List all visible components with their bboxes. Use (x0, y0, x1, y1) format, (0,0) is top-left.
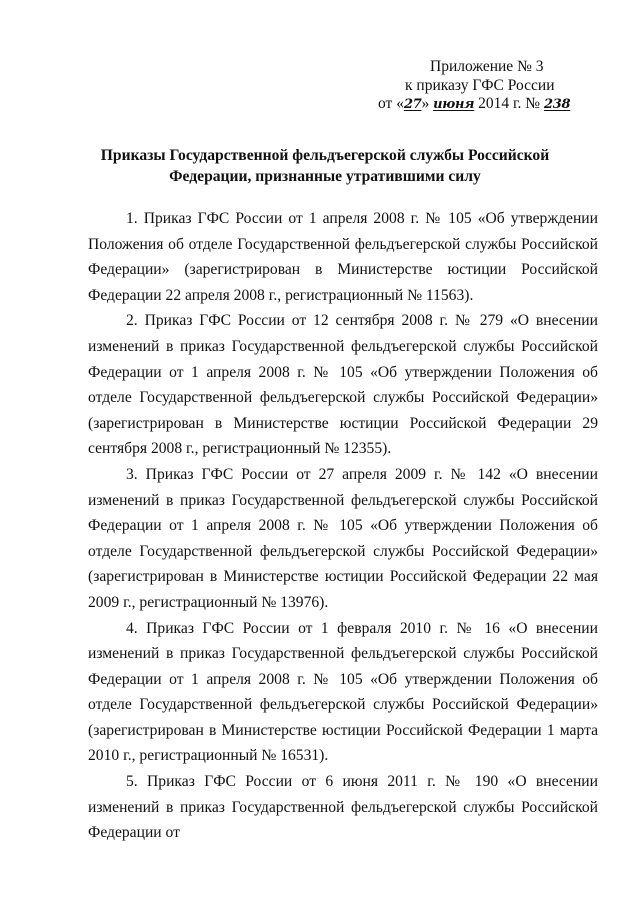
list-item-2: 2. Приказ ГФС России от 12 сентября 2008 г. № 279 «О внесении изменений в приказ Государственной фельдъегерской службы Российской Федерации от 1 апреля 2008 г. № 105 «Об утверждении Положения об отделе Государственной фельдъегерской службы Российской Федерации» (зарегистрирован в Министерстве юстиции Российской Федерации 29 сентября 2008 г., регистрационный № 12355). (88, 312, 598, 458)
date-prefix: от « (378, 95, 404, 112)
handwritten-day: 27 (403, 97, 422, 112)
appendix-order-ref: к приказу ГФС России (405, 76, 555, 94)
date-year: 2014 г. № (474, 95, 544, 112)
list-item-1: 1. Приказ ГФС России от 1 апреля 2008 г. № 105 «Об утверждении Положения об отделе Государственной фельдъегерской службы Российской Федерации» (зарегистрирован в Министерстве юстиции Российской Федерации 22 апреля 2008 г., регистрационный № 11563). (88, 210, 598, 304)
handwritten-month: июня (433, 97, 475, 112)
title-line-1: Приказы Государственной фельдъегерской службы Российской (100, 147, 550, 164)
document-body (88, 206, 598, 846)
handwritten-order-number: 238 (543, 97, 571, 112)
list-item-4: 4. Приказ ГФС России от 1 февраля 2010 г. № 16 «О внесении изменений в приказ Государственной фельдъегерской службы Российской Федерации от 1 апреля 2008 г. № 105 «Об утверждении Положения об отделе Государственной фельдъегерской службы Российской Федерации» (зарегистрирован в Министерстве юстиции Российской Федерации 1 марта 2010 г., регистрационный № 16531). (88, 619, 598, 765)
list-item-3: 3. Приказ ГФС России от 27 апреля 2009 г. № 142 «О внесении изменений в приказ Государственной фельдъегерской службы Российской Федерации от 1 апреля 2008 г. № 105 «Об утверждении Положения об отделе Государственной фельдъегерской службы Российской Федерации» (зарегистрирован в Министерстве юстиции Российской Федерации 22 мая 2009 г., регистрационный № 13976). (88, 465, 598, 611)
appendix-date-line (378, 95, 608, 115)
date-mid: » (421, 95, 434, 112)
appendix-header (378, 58, 608, 115)
appendix-number: Приложение № 3 (430, 58, 544, 75)
list-item-5: 5. Приказ ГФС России от 6 июня 2011 г. № 190 «О внесении изменений в приказ Государственной фельдъегерской службы Российской Федерации от (88, 773, 598, 842)
document-title (85, 145, 565, 187)
title-line-2: Федерации, признанные утратившими силу (169, 168, 481, 185)
